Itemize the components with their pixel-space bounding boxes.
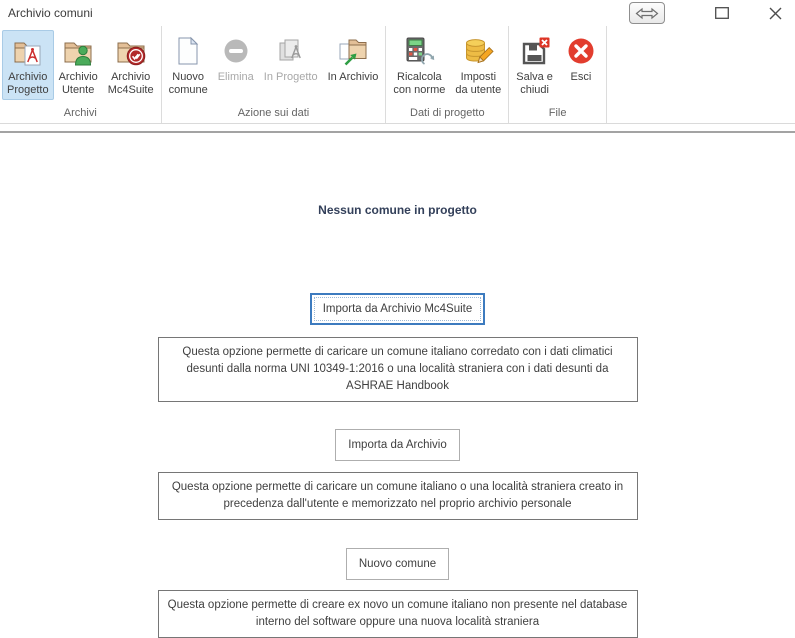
calculator-refresh-icon — [403, 35, 435, 67]
database-pencil-icon — [462, 35, 494, 67]
empty-state-title: Nessun comune in progetto — [318, 203, 477, 217]
ribbon-button-label: Salva e chiudi — [516, 71, 553, 96]
ribbon-button-archivio-mc4suite[interactable] — [103, 30, 159, 100]
ribbon-group-archivi — [0, 26, 162, 123]
ribbon-button-label: In Progetto — [263, 71, 318, 83]
close-icon — [769, 7, 782, 20]
folder-mc4-badge-icon — [115, 35, 147, 67]
save-close-icon — [519, 35, 551, 67]
ribbon-group-label: Azione sui dati — [237, 107, 310, 119]
ribbon-button-label: Archivio Progetto — [7, 71, 49, 96]
ribbon-button-label: In Archivio — [327, 71, 379, 83]
ribbon-button-label: Nuovo comune — [168, 71, 208, 96]
main-content — [0, 203, 795, 638]
importa-archivio-description: Questa opzione permette di caricare un comune italiano o una località straniera creato in precedenza dall'utente e memorizzato nel proprio archivio personale — [158, 472, 638, 520]
ribbon-button-imposti-da-utente[interactable] — [450, 30, 506, 100]
title-bar — [0, 0, 795, 26]
ribbon-button-archivio-progetto[interactable] — [2, 30, 54, 100]
ribbon-group-azione-sui-dati — [162, 26, 387, 123]
folder-compass-icon — [12, 35, 44, 67]
ribbon-button-label: Archivio Utente — [58, 71, 98, 96]
maximize-icon — [715, 7, 729, 19]
folder-user-icon — [62, 35, 94, 67]
ribbon-content-divider — [0, 124, 795, 133]
ribbon-button-elimina[interactable] — [213, 30, 259, 87]
ribbon-button-in-archivio[interactable] — [323, 30, 384, 87]
new-document-icon — [172, 35, 204, 67]
nuovo-comune-button[interactable]: Nuovo comune — [346, 548, 449, 580]
ribbon-button-esci[interactable] — [558, 30, 604, 87]
ribbon-button-label: Imposti da utente — [455, 71, 502, 96]
documents-compass-icon — [275, 35, 307, 67]
minus-circle-icon — [220, 35, 252, 67]
nuovo-comune-description: Questa opzione permette di creare ex novo un comune italiano non presente nel database interno del software oppure una nuova località straniera — [158, 590, 638, 638]
ribbon-group-file — [509, 26, 607, 123]
window-title: Archivio comuni — [8, 6, 93, 20]
ribbon-button-in-progetto[interactable] — [259, 30, 323, 87]
window-controls — [629, 0, 795, 26]
ribbon-button-label: Ricalcola con norme — [393, 71, 446, 96]
ribbon-group-label: Archivi — [63, 107, 97, 119]
ribbon-button-salva-e-chiudi[interactable] — [511, 30, 558, 100]
importa-da-archivio-button[interactable]: Importa da Archivio — [335, 429, 459, 461]
ribbon-button-ricalcola-con-norme[interactable] — [388, 30, 450, 100]
ribbon-button-label: Archivio Mc4Suite — [107, 71, 154, 96]
horizontal-resize-icon — [635, 7, 659, 20]
close-button[interactable] — [769, 7, 782, 20]
resize-window-button[interactable] — [629, 2, 665, 24]
ribbon-button-nuovo-comune[interactable] — [164, 30, 213, 100]
maximize-button[interactable] — [715, 7, 729, 19]
ribbon-group-dati-di-progetto — [386, 26, 509, 123]
ribbon-button-archivio-utente[interactable] — [54, 30, 103, 100]
ribbon-button-label: Elimina — [217, 71, 254, 83]
importa-mc4suite-description: Questa opzione permette di caricare un comune italiano corredato con i dati climatici desunti dalla norma UNI 10349-1:2016 o una località straniera con i dati desunti da ASHRAE Handbook — [158, 337, 638, 402]
ribbon-group-label: Dati di progetto — [410, 107, 485, 119]
folder-green-arrow-icon — [337, 35, 369, 67]
importa-da-archivio-mc4suite-button[interactable]: Importa da Archivio Mc4Suite — [310, 293, 486, 325]
ribbon-group-label: File — [548, 107, 567, 119]
ribbon-button-label: Esci — [570, 71, 592, 83]
ribbon-toolbar — [0, 26, 795, 124]
exit-icon — [565, 35, 597, 67]
